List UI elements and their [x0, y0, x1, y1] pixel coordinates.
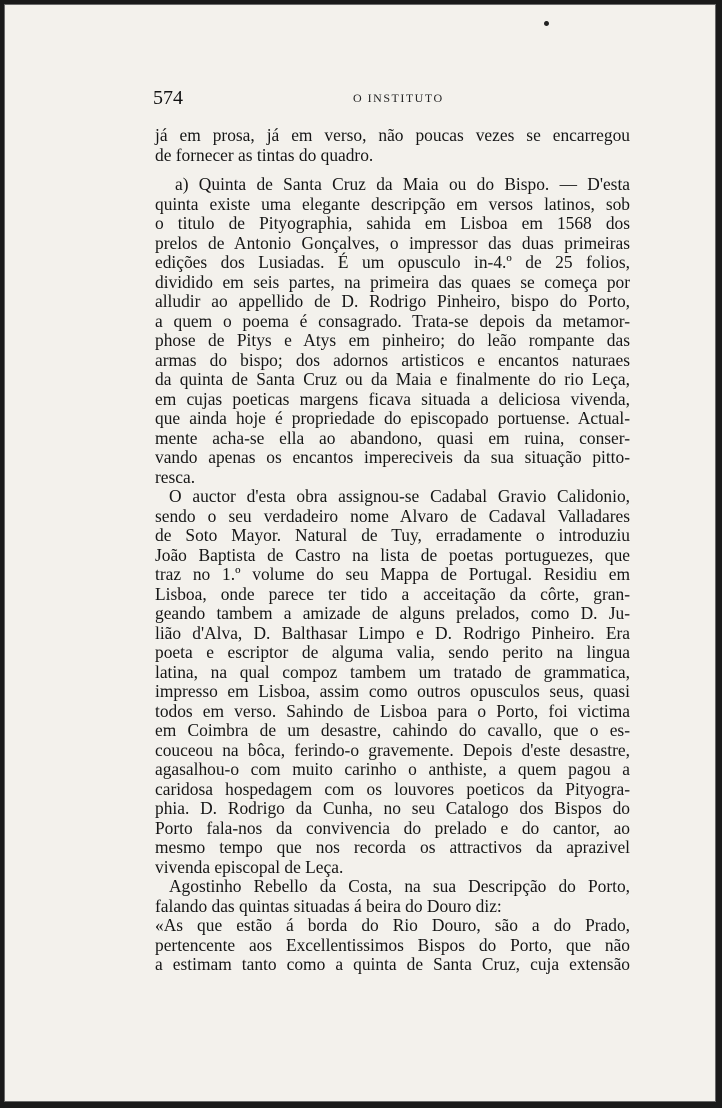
text-line: Lisboa, onde parece ter tido a acceitação da côrte, gran- — [155, 583, 630, 604]
text-line: de Soto Mayor. Natural de Tuy, erradamente o introduziu — [155, 525, 630, 545]
text-line: Porto fala-nos da convivencia do prelado e do cantor, ao — [155, 817, 630, 838]
text-line: caridosa hospedagem com os louvores poeticos da Pityogra- — [155, 778, 630, 799]
text-line: a) Quinta de Santa Cruz da Maia ou do Bispo. — D'esta — [175, 174, 630, 194]
text-line: de fornecer as tintas do quadro. — [155, 144, 374, 165]
ink-dot — [544, 21, 549, 26]
text-line: mente acha-se ella ao abandono, quasi em ruina, conser- — [155, 427, 630, 448]
text-line: latina, na qual compoz tambem um tratado de grammatica, — [155, 661, 630, 682]
running-title: O INSTITUTO — [353, 91, 444, 105]
text-line: sendo o seu verdadeiro nome Alvaro de Cadaval Valladares — [155, 505, 630, 526]
text-line: alludir ao appellido de D. Rodrigo Pinheiro, bispo do Porto, — [155, 291, 630, 311]
text-line: Agostinho Rebello da Costa, na sua Descripção do Porto, — [169, 876, 630, 896]
text-line: O auctor d'esta obra assignou-se Cadabal Gravio Calidonio, — [169, 486, 630, 506]
text-line: dividido em seis partes, na primeira das quaes se começa por — [155, 271, 630, 292]
text-line: resca. — [155, 466, 196, 487]
text-line: vando apenas os encantos impereciveis da sua situação pitto- — [155, 447, 630, 467]
text-line: em cujas poeticas margens ficava situada a deliciosa vivenda, — [155, 388, 630, 409]
text-line: phose de Pitys e Atys em pinheiro; do leão rompante das — [155, 330, 630, 350]
text-line: já em prosa, já em verso, não poucas vezes se encarregou — [155, 125, 630, 145]
text-line: geando tambem a amizade de alguns prelados, como D. Ju- — [155, 603, 630, 623]
text-line: edições dos Lusiadas. É um opusculo in-4.º de 25 folios, — [155, 252, 630, 272]
text-line: mesmo tempo que nos recorda os attractivos da aprazivel — [155, 837, 630, 857]
text-line: poeta e escriptor de alguma valia, sendo perito na lingua — [155, 642, 630, 662]
text-line: João Baptista de Castro na lista de poetas portuguezes, que — [155, 544, 630, 565]
text-line: impresso em Lisboa, assim como outros opusculos seus, quasi — [155, 681, 630, 701]
text-line: «As que estão á borda do Rio Douro, são a do Prado, — [155, 915, 630, 935]
text-line: todos em verso. Sahindo de Lisboa para o Porto, foi victima — [155, 700, 630, 721]
text-line: o titulo de Pityographia, sahida em Lisboa em 1568 dos — [155, 213, 630, 233]
text-line: em Coimbra de um desastre, cahindo do cavallo, que o es- — [155, 720, 630, 740]
text-line: traz no 1.º volume do seu Mappa de Portugal. Residiu em — [155, 564, 630, 584]
text-line: prelos de Antonio Gonçalves, o impressor das duas primeiras — [155, 232, 630, 253]
text-line: pertencente aos Excellentissimos Bispos do Porto, que não — [155, 934, 630, 955]
page-number: 574 — [153, 87, 183, 109]
text-line: quinta existe uma elegante descripção em versos latinos, sob — [155, 193, 630, 214]
text-line: phia. D. Rodrigo da Cunha, no seu Catalogo dos Bispos do — [155, 798, 630, 818]
text-line: a quem o poema é consagrado. Trata-se depois da metamor- — [155, 310, 630, 331]
text-line: da quinta de Santa Cruz ou da Maia e finalmente do rio Leça, — [155, 369, 630, 389]
text-line: agasalhou-o com muito carinho o anthiste, a quem pagou a — [155, 759, 630, 779]
text-line: a estimam tanto como a quinta de Santa Cruz, cuja extensão — [155, 954, 630, 974]
text-line: vivenda episcopal de Leça. — [155, 856, 344, 877]
text-line: couceou na bôca, ferindo-o gravemente. Depois d'este desastre, — [155, 739, 630, 760]
text-line: armas do bispo; dos adornos artisticos e encantos naturaes — [155, 349, 630, 370]
text-line: falando das quintas situadas á beira do Douro diz: — [155, 895, 502, 916]
body-text — [155, 126, 630, 975]
page-header — [153, 87, 633, 111]
text-line: lião d'Alva, D. Balthasar Limpo e D. Rodrigo Pinheiro. Era — [155, 622, 630, 643]
text-line: que ainda hoje é propriedade do episcopado portuense. Actual- — [155, 408, 630, 428]
